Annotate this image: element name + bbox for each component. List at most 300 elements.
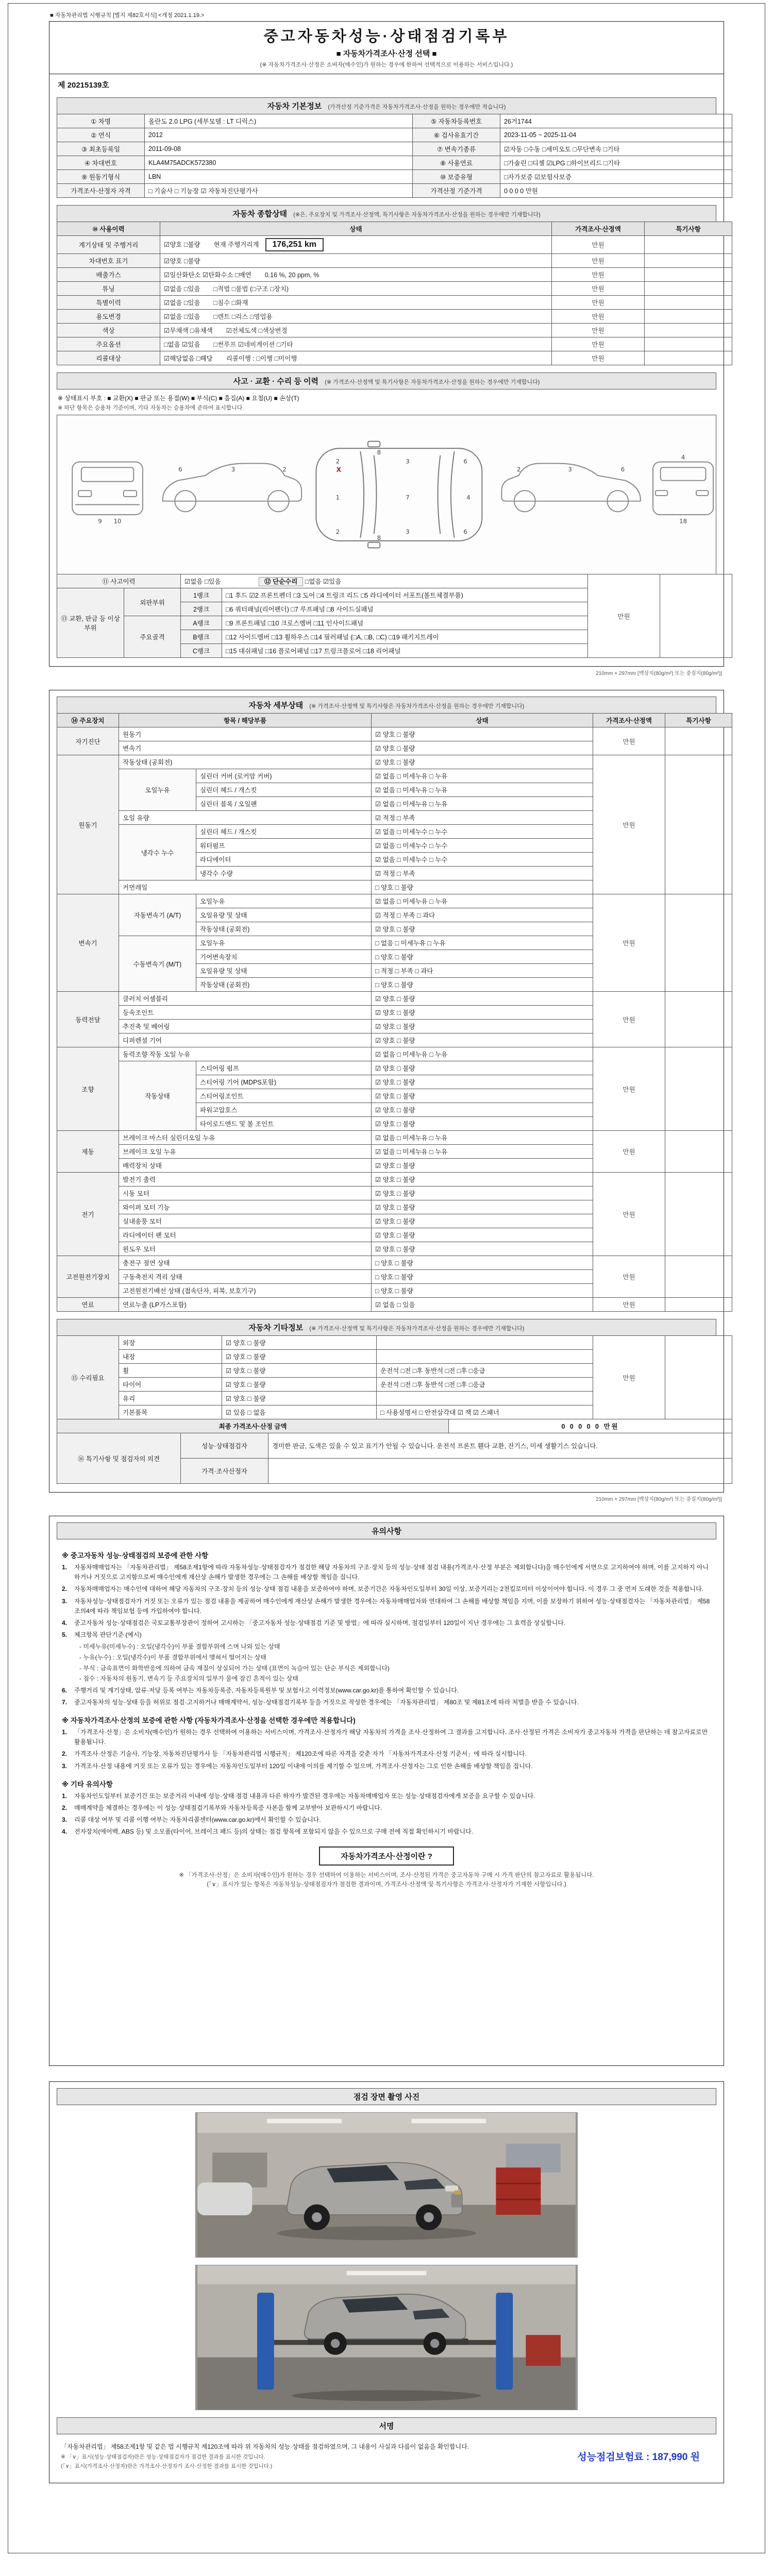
detail-price: 만원 <box>593 1047 665 1131</box>
detail-part: 변속기 <box>119 741 372 755</box>
summary-note <box>645 324 732 337</box>
detail-status: ☑ 양호 □ 불량 <box>372 1033 593 1047</box>
misc-status: ☑ 양호 □ 불량 <box>222 1336 377 1350</box>
basic-label: ② 연식 <box>57 128 145 142</box>
basic-value: □자가보증 ☑보험사보증 <box>500 170 732 184</box>
notice-number: 3. <box>62 1816 68 1824</box>
misc-extra <box>377 1350 593 1364</box>
notice-number: 3. <box>62 1762 68 1770</box>
detail-part: 추진축 및 베어링 <box>119 1020 372 1033</box>
detail-part: 연료누출 (LP가스포함) <box>119 1298 372 1312</box>
opinion-row <box>57 1433 732 1459</box>
section-accident-header <box>57 372 716 389</box>
basic-row <box>57 156 732 170</box>
misc-part: 유리 <box>119 1392 222 1405</box>
summary-label: 리콜대상 <box>57 351 160 365</box>
notice-number: 1. <box>62 1728 68 1736</box>
summary-note <box>645 282 732 296</box>
detail-status: ☑ 양호 □ 불량 <box>372 1159 593 1173</box>
summary-note <box>645 268 732 282</box>
price-survey-info <box>57 1846 716 1888</box>
misc-extra <box>377 1392 593 1405</box>
detail-table <box>57 713 732 1312</box>
detail-part: 워터펌프 <box>196 839 372 853</box>
summary-row <box>57 310 732 324</box>
detail-subgroup: 수동변속기 (M/T) <box>119 936 196 992</box>
summary-price: 만원 <box>552 296 645 310</box>
final-price-row <box>57 1419 732 1433</box>
section-misc-note: (※ 가격조사·산정액 및 특기사항은 자동차가격조사·산정을 원하는 경우에만 기재합니다) <box>309 1326 525 1332</box>
section-summary-header <box>57 205 716 222</box>
photos-sign-box <box>49 2081 724 2483</box>
misc-part: 외장 <box>119 1336 222 1350</box>
notice-number: 1. <box>62 1564 68 1571</box>
section-detail-title: 자동차 세부상태 <box>248 701 304 710</box>
detail-part: 배력장치 상태 <box>119 1159 372 1173</box>
section-accident-note: (※ 가격조사·산정액 및 특기사항은 자동차가격조사·산정을 원하는 경우에만 기재합니다) <box>325 379 540 385</box>
summary-price: 만원 <box>552 268 645 282</box>
detail-part: 오일 유량 <box>119 811 372 825</box>
opinion-who-appraiser: 가격·조사산정자 <box>181 1459 268 1484</box>
page-2-box <box>49 690 724 1493</box>
detail-part: 파워고압호스 <box>196 1103 372 1117</box>
notice-text: 체크항목 판단기준 (예시) <box>74 1631 142 1639</box>
basic-value: KLA4M75ADCK572380 <box>145 156 413 170</box>
detail-status: □ 적정 □ 부족 □ 과다 <box>372 964 593 978</box>
detail-price: 만원 <box>593 1131 665 1173</box>
basic-body <box>57 114 732 198</box>
summary-status <box>160 351 552 365</box>
notice-number: 1. <box>62 1792 68 1800</box>
detail-status: ☑ 양호 □ 불량 <box>372 741 593 755</box>
rank-items: □12 사이드멤버 □13 휠하우스 □14 필러패널 (□A, □B, □C) □19 패키지트레이 <box>222 630 588 644</box>
notice-item <box>62 1584 711 1594</box>
detail-status: ☑ 양호 □ 불량 <box>372 1089 593 1103</box>
svg-text:2: 2 <box>516 466 521 473</box>
detail-subgroup: 자동변속기 (A/T) <box>119 894 196 936</box>
detail-status: ☑ 적정 □ 부족 <box>372 867 593 880</box>
basic-value: 26거1744 <box>500 114 732 128</box>
notice-number: 3. <box>62 1597 68 1605</box>
detail-device: 조향 <box>57 1047 119 1131</box>
opinion-table <box>57 1433 732 1484</box>
detail-status: ☑ 양호 □ 불량 <box>372 1061 593 1075</box>
summary-status <box>160 254 552 268</box>
detail-part: 동력조향 작동 오일 누유 <box>119 1047 372 1061</box>
basic-value: ☑자동 □수동 □세미오토 □무단변속 □기타 <box>500 142 732 156</box>
accident-repair-value: □없음 ☑있음 <box>305 578 342 585</box>
form-subnote: (※ 자동차가격조사·산정은 소비자(매수인)가 원하는 경우에 한하여 선택적으로 이용하는 서비스입니다.) <box>260 62 513 68</box>
detail-part: 등속조인트 <box>119 1006 372 1020</box>
section-sign-title: 서명 <box>379 2422 394 2431</box>
detail-status: ☑ 양호 □ 불량 <box>372 1006 593 1020</box>
summary-status-checks: ☑양호 □불량 <box>164 258 200 265</box>
accident-history-value: ☑없음 □있음 <box>184 578 221 585</box>
notice-item <box>62 1791 711 1801</box>
misc-part: 타이어 <box>119 1378 222 1392</box>
section-basic-title: 자동차 기본정보 <box>267 102 322 111</box>
detail-col-part: 항목 / 해당부품 <box>119 714 372 727</box>
section-sign-header <box>57 2417 716 2434</box>
detail-row <box>57 1256 732 1270</box>
summary-note <box>645 337 732 351</box>
summary-header-row <box>57 222 732 236</box>
summary-price: 만원 <box>552 324 645 337</box>
summary-status <box>160 296 552 310</box>
detail-body <box>57 727 732 1312</box>
svg-text:4: 4 <box>466 494 470 501</box>
section-summary-title: 자동차 종합상태 <box>232 210 287 218</box>
svg-text:3: 3 <box>231 466 236 473</box>
summary-row <box>57 337 732 351</box>
front-view-outline <box>72 462 143 515</box>
basic-value: 2012 <box>145 128 413 142</box>
detail-part: 실린더 블록 / 오일팬 <box>196 797 372 811</box>
detail-row <box>57 1047 732 1061</box>
detail-part: 타이로드엔드 및 볼 조인트 <box>196 1117 372 1131</box>
detail-status: ☑ 없음 □ 미세누유 □ 누유 <box>372 894 593 908</box>
notice-subitem: - 침수 : 자동차의 원동기, 변속기 등 주요장치의 일부가 물에 잠긴 흔적이 있는 상태 <box>79 1675 298 1683</box>
detail-part: 라디에이터 팬 모터 <box>119 1228 372 1242</box>
detail-part: 기어변속장치 <box>196 950 372 964</box>
detail-col-price: 가격조사·산정액 <box>593 714 665 727</box>
sign-statement <box>61 2442 514 2471</box>
page-1-box <box>49 21 724 667</box>
notice-item <box>62 1597 711 1616</box>
summary-label: 배출가스 <box>57 268 160 282</box>
summary-status <box>160 337 552 351</box>
notice-heading: ※ 중고자동차 성능·상태점검의 보증에 관한 사항 <box>62 1552 209 1560</box>
notice-number: 2. <box>62 1585 68 1593</box>
summary-label: 계기상태 및 주행거리 <box>57 236 160 254</box>
summary-status-checks: ☑일산화탄소 ☑탄화수소 □매연 <box>164 272 251 279</box>
notice-text: 자동차성능·상태점검자가 거짓 또는 오류가 있는 점검 내용을 제공하여 매수인에게 재산상 손해가 발생한 경우에는 자동차매매업자와 연대하여 그 손해를 배상할 책임을 지며, 이를 보장하기 위하여 성능·상태점검자는 「자동차관리법」 제58조의4에 따라 책임보험 등에 가입하여야 합니다. <box>74 1597 710 1615</box>
accident-exchange-label: ⑬ 교환, 판금 등 이상 부위 <box>57 588 124 658</box>
detail-part: 실내송풍 모터 <box>119 1214 372 1228</box>
summary-price: 만원 <box>552 282 645 296</box>
detail-status: ☑ 없음 □ 미세누유 □ 누유 <box>372 769 593 783</box>
sign-note-1: ※ 「∨」표시(성능·상태점검자)란은 성능·상태점검자가 점검한 결과를 표시한 것입니다. <box>61 2454 265 2460</box>
notice-item <box>62 1686 711 1696</box>
sign-row <box>57 2434 716 2475</box>
accident-history-row <box>57 574 732 588</box>
detail-price: 만원 <box>593 1298 665 1312</box>
svg-text:2: 2 <box>335 457 340 465</box>
detail-part: 실린더 헤드 / 개스킷 <box>196 783 372 797</box>
detail-part: 브레이크 마스터 실린더오일 누유 <box>119 1131 372 1145</box>
notice-item <box>62 1803 711 1813</box>
detail-note <box>665 1131 732 1173</box>
detail-status: ☑ 양호 □ 불량 <box>372 922 593 936</box>
notice-text: 매매계약을 체결하는 경우에는 이 성능·상태점검기록부와 자동차등록증 사본을 함께 교부받아 보관하시기 바랍니다. <box>74 1804 382 1811</box>
accident-price: 만원 <box>588 574 660 658</box>
detail-price: 만원 <box>593 1173 665 1256</box>
notice-number: 6. <box>62 1686 68 1694</box>
summary-note <box>645 296 732 310</box>
notice-heading: ※ 기타 유의사항 <box>62 1780 113 1788</box>
detail-note <box>665 727 732 755</box>
section-detail-header <box>57 697 716 714</box>
detail-row <box>57 1298 732 1312</box>
detail-row <box>57 1173 732 1187</box>
detail-status: ☑ 없음 □ 있음 <box>372 1298 593 1312</box>
detail-status: □ 없음 □ 미세누유 □ 누유 <box>372 936 593 950</box>
basic-value: LBN <box>145 170 413 184</box>
basic-label: ⑨ 원동기형식 <box>57 170 145 184</box>
summary-status-checks: □없음 ☑있음 <box>164 341 200 348</box>
notice-number: 4. <box>62 1828 68 1836</box>
rank-name: A랭크 <box>181 616 222 630</box>
detail-status: □ 양호 □ 불량 <box>372 880 593 894</box>
summary-label: 튜닝 <box>57 282 160 296</box>
detail-part: 작동상태 (공회전) <box>119 755 372 769</box>
notice-item <box>62 1563 711 1582</box>
detail-device: 원동기 <box>57 755 119 894</box>
svg-text:3: 3 <box>406 528 410 536</box>
detail-status: ☑ 양호 □ 불량 <box>372 1117 593 1131</box>
detail-part: 오일누유 <box>196 894 372 908</box>
basic-label: 가격조사·산정자 자격 <box>57 184 145 198</box>
svg-text:3: 3 <box>568 466 572 473</box>
rank-items: □1 후드 ☑2 프론트펜더 □3 도어 □4 트렁크 리드 □5 라디에이터 서포트(볼트체결부품) <box>222 588 588 602</box>
summary-col-status: 상태 <box>160 222 552 236</box>
svg-text:3: 3 <box>406 457 410 465</box>
accident-legend: ※ 상태표시 부호 : ■ 교환(X) ■ 판금 또는 용접(W) ■ 부식(C) ■ 흠집(A) ■ 요철(U) ■ 손상(T) <box>58 395 299 402</box>
section-notices-title: 유의사항 <box>372 1527 401 1536</box>
detail-part: 커먼레일 <box>119 880 372 894</box>
detail-status: ☑ 양호 □ 불량 <box>372 992 593 1006</box>
detail-part: 윈도우 모터 <box>119 1242 372 1256</box>
price-survey-line-2: (「∨」표시가 있는 항목은 자동차성능·상태점검자가 점검한 결과이며, 가격조사·산정액 및 특기사항은 가격조사·산정자가 기재한 사항입니다.) <box>207 1881 566 1888</box>
opinion-label: ⑯ 특기사항 및 점검자의 의견 <box>57 1433 181 1484</box>
summary-price: 만원 <box>552 351 645 365</box>
detail-part: 와이퍼 모터 기능 <box>119 1200 372 1214</box>
detail-note <box>665 894 732 992</box>
detail-part: 오일누유 <box>196 936 372 950</box>
detail-part: 고전원전기배선 상태 (접속단자, 피복, 보호기구) <box>119 1284 372 1298</box>
notice-subitem: - 부식 : 금속표면이 화학반응에 의하여 금속 재질이 상실되어 가는 상태 (표면이 녹슬어 있는 단순 부식은 제외합니다) <box>79 1664 390 1672</box>
detail-row <box>57 755 732 769</box>
page-size-note-1: 210mm × 297mm [백상지(80g/m²) 또는 중질지(80g/m²)] <box>596 671 722 676</box>
detail-status: ☑ 양호 □ 불량 <box>372 1020 593 1033</box>
detail-price: 만원 <box>593 992 665 1047</box>
detail-part: 실린더 커버 (로커암 커버) <box>196 769 372 783</box>
summary-status <box>160 236 552 254</box>
basic-label: ③ 최초등록일 <box>57 142 145 156</box>
detail-price: 만원 <box>593 894 665 992</box>
notice-item <box>62 1698 711 1707</box>
detail-part: 구동축전지 격리 상태 <box>119 1270 372 1284</box>
document-number: 제 20215139호 <box>58 81 109 90</box>
accident-history-status <box>181 574 588 588</box>
detail-note <box>665 992 732 1047</box>
summary-status-checks: ☑무채색 □유채색 <box>164 327 213 334</box>
notice-number: 4. <box>62 1619 68 1626</box>
section-misc-title: 자동차 기타정보 <box>248 1324 304 1332</box>
summary-status-checks: ☑없음 □있음 <box>164 313 200 320</box>
summary-status-extra: □렌트 □리스 □영업용 <box>213 313 273 320</box>
svg-text:8: 8 <box>377 448 381 456</box>
fee-label: 성능점검보험료 : <box>577 2452 650 2463</box>
summary-status-extra: □침수 □화재 <box>213 299 248 307</box>
summary-status-extra: 리콜이행 : □이행 □미이행 <box>226 355 297 362</box>
detail-device: 자기진단 <box>57 727 119 755</box>
detail-part: 브레이크 오일 누유 <box>119 1145 372 1159</box>
summary-status-checks: ☑해당없음 □해당 <box>164 355 213 362</box>
detail-part: 충전구 절연 상태 <box>119 1256 372 1270</box>
notice-item <box>62 1749 711 1759</box>
opinion-who-inspector: 성능·상태점검자 <box>181 1433 268 1459</box>
notice-number: 7. <box>62 1698 68 1706</box>
detail-note <box>665 1256 732 1298</box>
sign-confirm-line: 「자동차관리법」 제58조제1항 및 같은 법 시행규칙 제120조에 따라 위 자동차의 성능·상태를 점검하였으며, 그 내용이 사실과 다름이 없음을 확인합니다. <box>61 2443 469 2450</box>
detail-part: 오일유량 및 상태 <box>196 908 372 922</box>
detail-part: 발전기 출력 <box>119 1173 372 1187</box>
detail-price: 만원 <box>593 727 665 755</box>
summary-row <box>57 236 732 254</box>
summary-status <box>160 310 552 324</box>
summary-note <box>645 310 732 324</box>
svg-text:6: 6 <box>463 457 467 465</box>
notice-item <box>62 1815 711 1825</box>
svg-text:4: 4 <box>681 453 685 461</box>
summary-row <box>57 268 732 282</box>
summary-col-note: 특기사항 <box>645 222 732 236</box>
accident-outer-label: 외판부위 <box>124 588 181 616</box>
basic-staff-row <box>57 184 732 198</box>
summary-col-price: 가격조사·산정액 <box>552 222 645 236</box>
svg-text:10: 10 <box>113 517 122 525</box>
misc-status: ☑ 양호 □ 불량 <box>222 1364 377 1378</box>
detail-device: 전기 <box>57 1173 119 1256</box>
basic-row <box>57 170 732 184</box>
detail-status: ☑ 없음 □ 미세누수 □ 누수 <box>372 853 593 867</box>
misc-extra: □ 사용설명서 □ 안전삼각대 ☑ 잭 ☑ 스패너 <box>377 1405 593 1419</box>
basic-label: ⑦ 변속기종류 <box>413 142 500 156</box>
section-detail-note: (※ 가격조사·산정액 및 특기사항은 자동차가격조사·산정을 원하는 경우에만 기재합니다) <box>309 703 525 709</box>
notice-subitem: - 미세누유(미세누수) : 오일(냉각수)이 부품 결합부위에 스며 나와 있는 상태 <box>79 1643 280 1651</box>
detail-header-row <box>57 714 732 727</box>
detail-device: 제동 <box>57 1131 119 1173</box>
basic-label: ① 차명 <box>57 114 145 128</box>
title-block <box>49 22 724 74</box>
notice-text: 가격조사·산정은 기술사, 기능장, 자동차진단평가사 등 「자동차관리법 시행규칙」 제120조에 따른 자격을 갖춘 자가 「자동차가격조사·산정 기준서」에 따라 실시합니다. <box>74 1750 527 1758</box>
notice-text: 「가격조사·산정」은 소비자(매수인)가 원하는 경우 선택하여 이용하는 서비스이며, 가격조사·산정자가 해당 자동차의 가격을 조사·산정하여 그 결과를 고지합니다. 조사·산정된 가격은 소비자가 중고자동차 가격을 판단하는 데 참고자료로만 활용됩니다. <box>74 1728 708 1746</box>
notices-body <box>57 1539 716 1837</box>
summary-label: 특별이력 <box>57 296 160 310</box>
detail-status: ☑ 양호 □ 불량 <box>372 1103 593 1117</box>
svg-text:6: 6 <box>620 466 625 473</box>
detail-status: □ 양호 □ 불량 <box>372 1256 593 1270</box>
detail-status: ☑ 양호 □ 불량 <box>372 1200 593 1214</box>
summary-price: 만원 <box>552 254 645 268</box>
detail-status: ☑ 양호 □ 불량 <box>372 1214 593 1228</box>
basic-label: ④ 차대번호 <box>57 156 145 170</box>
summary-col-usage: ⑩ 사용이력 <box>57 222 160 236</box>
misc-status: ☑ 양호 □ 불량 <box>222 1350 377 1364</box>
detail-part: 시동 모터 <box>119 1187 372 1200</box>
accident-history-label: ⑪ 사고이력 <box>57 574 181 588</box>
section-basic-note: (가격산정 기준가격은 자동차가격조사·산정을 원하는 경우에만 적습니다) <box>328 104 506 110</box>
detail-row <box>57 992 732 1006</box>
detail-status: ☑ 없음 □ 미세누유 □ 누유 <box>372 1131 593 1145</box>
rank-items: □6 쿼터패널(리어펜더) □7 루프패널 □8 사이드실패널 <box>222 602 588 616</box>
opinion-text-inspector: 경미한 판금, 도색은 있을 수 있고 표기가 안될 수 있습니다. 운전석 프론트 휀다 교환, 잔기스, 미세 생활기스 있습니다. <box>268 1433 732 1459</box>
detail-col-status: 상태 <box>372 714 593 727</box>
notice-text: 중고자동차의 성능·상태 등을 허위로 점검·고지하거나 매매계약서, 성능·상태점검기록부 등을 거짓으로 작성한 경우에는 「자동차관리법」 제80조 및 제81조에 따라 처벌을 받을 수 있습니다. <box>74 1698 579 1706</box>
summary-status-extra: □적법 □불법 (□구조 □장치) <box>213 285 289 293</box>
summary-status-extra: □썬루프 ☑네비게이션 □기타 <box>213 341 293 348</box>
detail-status: ☑ 적정 □ 부족 □ 과다 <box>372 908 593 922</box>
summary-note <box>645 254 732 268</box>
section-summary-note: (※은, 주요장치 및 가격조사·산정액, 특기사항은 자동차가격조사·산정을 원하는 경우에만 기재합니다) <box>293 212 541 218</box>
basic-row <box>57 114 732 128</box>
detail-status: ☑ 없음 □ 미세누유 □ 누유 <box>372 1047 593 1061</box>
detail-part: 오일유량 및 상태 <box>196 964 372 978</box>
summary-label: 용도변경 <box>57 310 160 324</box>
inspection-photo-lift <box>195 2265 578 2410</box>
notice-text: 자동차인도일부터 보증기간 또는 보증거리 이내에 성능·상태 점검 내용과 다른 하자가 발견된 경우에는 자동차매매업자 또는 성능·상태점검자에게 보증을 요구할 수 있습니다. <box>74 1792 535 1800</box>
form-title: 중고자동차성능·상태점검기록부 <box>263 28 510 45</box>
notice-number: 5. <box>62 1631 68 1639</box>
misc-status: ☑ 있음 □ 없음 <box>222 1405 377 1419</box>
svg-text:2: 2 <box>335 528 340 536</box>
summary-row <box>57 254 732 268</box>
basic-value: 2023-11-05 ~ 2025-11-04 <box>500 128 732 142</box>
form-subtitle: ■ 자동차가격조사·산정 선택 ■ <box>336 49 437 58</box>
detail-status: □ 양호 □ 불량 <box>372 978 593 992</box>
detail-device: 고전원전기장치 <box>57 1256 119 1298</box>
misc-price: 만원 <box>593 1336 665 1419</box>
notice-item <box>62 1630 711 1640</box>
svg-text:7: 7 <box>406 494 410 501</box>
form-reference: ■ 자동차관리법 시행규칙 [별지 제82호서식] <개정 2021.1.19.> <box>50 12 205 19</box>
misc-group: ⑮ 수리필요 <box>57 1336 119 1419</box>
inspection-photo-front <box>195 2112 578 2258</box>
basic-label: ⑩ 보증유형 <box>413 170 500 184</box>
notice-item <box>62 1618 711 1628</box>
notice-item <box>62 1727 711 1747</box>
summary-status-checks: ☑양호 □불량 <box>164 241 200 248</box>
notice-number: 2. <box>62 1804 68 1811</box>
sign-note-2: (「∨」표시(가격조사·산정자)란은 가격조사·산정자가 조사·산정한 결과를 표시한 것입니다.) <box>61 2463 273 2470</box>
summary-note <box>645 351 732 365</box>
price-survey-line-1: ※ 「가격조사·산정」은 소비자(매수인)가 원하는 경우 선택하여 이용하는 서비스이며, 조사·산정된 가격은 중고자동차 구매 시 가격 판단의 참고자료로 활용됩니다. <box>179 1872 594 1878</box>
detail-status: □ 양호 □ 불량 <box>372 950 593 964</box>
detail-status: □ 양호 □ 불량 <box>372 1284 593 1298</box>
inspection-insurance-fee <box>577 2449 712 2463</box>
basic-label: ⑧ 사용연료 <box>413 156 500 170</box>
svg-text:6: 6 <box>463 528 467 536</box>
detail-status: ☑ 적정 □ 부족 <box>372 811 593 825</box>
rank-name: 2랭크 <box>181 602 222 616</box>
basic-label: ⑥ 검사유효기간 <box>413 128 500 142</box>
section-photos-header <box>57 2088 716 2105</box>
svg-text:2: 2 <box>282 466 287 473</box>
rank-name: 1랭크 <box>181 588 222 602</box>
rank-items: □9 프론트패널 □10 크로스멤버 □11 인사이드패널 <box>222 616 588 630</box>
price-survey-question-box: 자동차가격조사·산정이란 ? <box>319 1846 454 1866</box>
detail-price: 만원 <box>593 1256 665 1298</box>
detail-price: 만원 <box>593 755 665 894</box>
basic-info-table <box>57 114 732 198</box>
summary-row <box>57 324 732 337</box>
detail-part: 클러치 어셈블리 <box>119 992 372 1006</box>
notice-text: 자동차매매업자는 매수인에 대하여 해당 자동차의 구조·장치 등의 성능·상태 점검 내용을 보증하여야 하며, 보증기간은 자동차인도일부터 30일 이상, 보증거리는 2천킬로미터 이상이어야 합니다. 이 경우 그 중 먼저 도래한 것을 적용합니다. <box>74 1585 704 1593</box>
rear-view-outline <box>653 462 713 515</box>
detail-part: 디퍼렌셜 기어 <box>119 1033 372 1047</box>
summary-label: 차대번호 표기 <box>57 254 160 268</box>
